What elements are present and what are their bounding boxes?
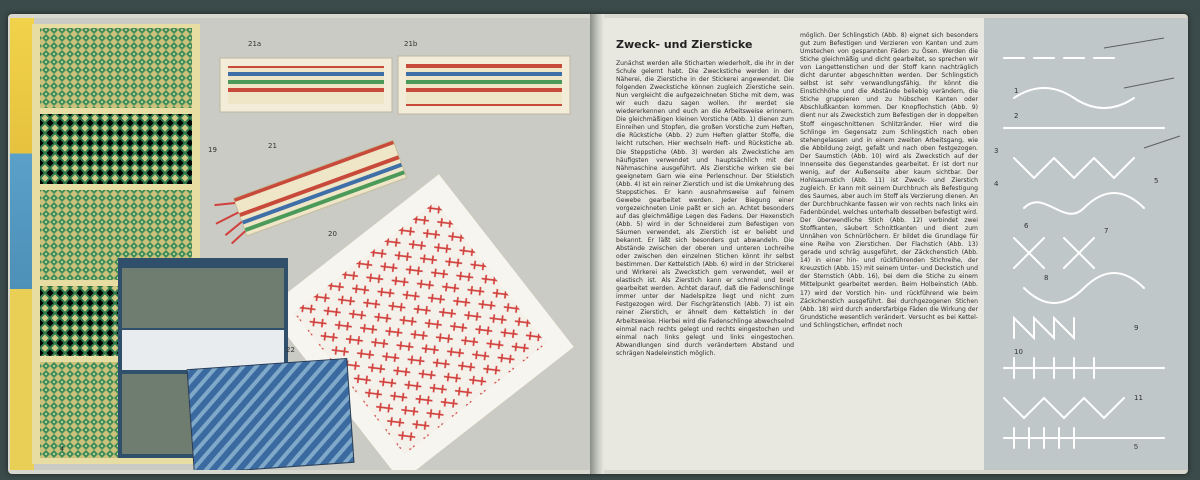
figure-label-21b: 21b [404,40,418,48]
figure-label-21: 21 [268,142,277,150]
diagram-label-3: 3 [994,147,999,155]
figure-label-20: 20 [328,230,337,238]
diagram-label-6: 6 [1024,222,1029,230]
embroidery-photos [10,18,590,470]
page-number-left: 4 [60,446,64,453]
diagram-label-9: 9 [1134,324,1139,332]
section-heading: Zweck- und Ziersticke [616,38,753,51]
figure-label-22: 22 [286,346,295,354]
diagram-label-4: 4 [994,180,999,188]
page-number-right: 5 [1134,444,1138,451]
diagram-label-11: 11 [1134,394,1143,402]
left-page [10,18,590,470]
stitch-diagram-drawing [984,18,1188,470]
figure-label-21a: 21a [248,40,262,48]
text-column-1: Zunächst werden alle Sticharten wiederholt, die ihr in der Schule gelernt habt. Die Zweckstiche werden in der Näherei, die Zierstiche in der Stickerei angewendet. Die folgenden Zweckstiche können zugleich Zierstiche sein. Nun vergleicht die aufgezeichneten Stiche mit dem, was wir euch dazu sagen wollen. Ihr werdet sie wiedererkennen und euch an die Arbeitsweise erinnern. Die gleichmäßigen kleinen Vorstiche (Abb. 1) dienen zum Einreihen und Stopfen, die großen Vorstiche zum Heften, die Rückstiche (Abb. 2) zum Heften glatter Stoffe, die leicht rutschen. Hier wechseln Heft- und Rückstiche ab. Die Steppstiche (Abb. 3) werden als Zweckstiche am häufigsten verwendet und hauptsächlich mit der Nähmaschine ausgeführt. Als Zierstiche wirken sie bei geeignetem Garn wie eine Perlenschnur. Der Stielstich (Abb. 4) ist ein reiner Zierstich und ist die Umkehrung des Steppstiches. Er kann ausnahmsweise auf feinem Gewebe gearbeitet werden. Jeder Biegung einer vorgezeichneten Linie paßt er sich an. Achtet besonders auf das gleichmäßige Legen des Fadens. Der Hexenstich (Abb. 5) wird in der Schneiderei zum Befestigen von Säumen verwendet, als Zierstich ist er beliebt und bekannt. Er läßt sich besonders gut abwandeln. Die Abstände zwischen der oberen und unteren Lochreihe oder zwischen den einzelnen Stichen könnt ihr selbst bestimmen. Der Kettelstich (Abb. 6) wird in der Strickerei und Wirkerei als Zweckstich gern verwendet, weil er elastisch ist. Als Zierstich kann er schmal und breit gearbeitet werden. Achtet darauf, daß die Fadenschlinge immer unter der Nadelspitze liegt und nicht zum Festgezogen wird. Der Fischgrätenstich (Abb. 7) ist ein reiner Zierstich, er ähnelt dem Kettelstich in der Arbeitsweise. Hierbei wird die Fadenschlinge abwechselnd einmal nach rechts gelegt und rechts eingestochen und einmal nach links gelegt und links eingestochen. Abwandlungen sind durch verändertem Abstand und schrägen Nadeleinstich möglich. [616,60,794,357]
stitch-diagram [984,18,1188,470]
diagram-label-10: 10 [1014,348,1023,356]
text-column-2: möglich. Der Schlingstich (Abb. 8) eignet sich besonders gut zum Befestigen und Verzieren von Kanten und zum Umstechen von gespannten Fäden zu Ösen. Werden die Stiche gleichmäßig und dicht gearbeitet, so sprechen wir von Langettenstichen und der Stoff kann nachträglich dicht darunter abgeschnitten werden. Der Schlingstich selbst ist sehr verwandlungsfähig. Ihr könnt die Einstichhöhe und die Abstände beliebig verändern, die Stiche gruppieren und zu hübschen Kanten oder Abschlußkanten kommen. Der Knopflochstich (Abb. 9) dient nur als Zweckstich zum Befestigen der in doppelten Stoff eingeschnittenen Schlitzränder. Hier wird die Schlinge im Gegensatz zum Schlingstich nach oben stehengelassen und in einem zweiten Arbeitsgang, wie die Abbildung zeigt, gefaßt und nach oben festgezogen. Der Saumstich (Abb. 10) wird als Zweckstich auf der Innenseite des Gegenstandes gearbeitet. Er ist dort nur wenig, auf der Außenseite aber kaum sichtbar. Der Hohlsaumstich (Abb. 11) ist Zweck- und Zierstich zugleich. Er kann mit seinem Durchbruch als Befestigung des Saumes, aber auch im Stoff als Verzierung dienen. An der Durchbruchkante fassen wir von rechts nach links ein Fadenbündel, welches unterhalb desselben befestigt wird. Der überwendliche Stich (Abb. 12) verbindet zwei Stoffkanten, säubert Schnittkanten und dient zum Unnähen von Schnürlöchern. Er bildet die Grundlage für eine Reihe von Zierstichen. Der Flachstich (Abb. 13) gerade und schräg ausgeführt, der Zäckchenstich (Abb. 14) in einer hin- und rückführenden Stichreihe, der Kreuzstich (Abb. 15) mit seinem Unter- und Deckstich und der Sternstich (Abb. 16), bei dem die Stiche zu einem Mittelpunkt gearbeitet werden. Beim Holbeinstich (Abb. 17) wird der Vorstich hin- und rückführend wie beim Zäckchenstich ausgeführt. Bei durchgezogenen Stichen (Abb. 18) wird durch andersfarbige Fäden die Wirkung der Grundstiche wesentlich verändert. Versucht es bei Kettel- und Schlingstichen, erfindet noch [800,32,978,329]
diagram-label-5: 5 [1154,177,1159,185]
diagram-label-8: 8 [1044,274,1049,282]
diagram-label-7: 7 [1104,227,1109,235]
right-page [604,18,1188,470]
book-spine [590,14,604,474]
diagram-label-1: 1 [1014,87,1019,95]
diagram-label-2: 2 [1014,112,1019,120]
figure-label-19: 19 [208,146,217,154]
